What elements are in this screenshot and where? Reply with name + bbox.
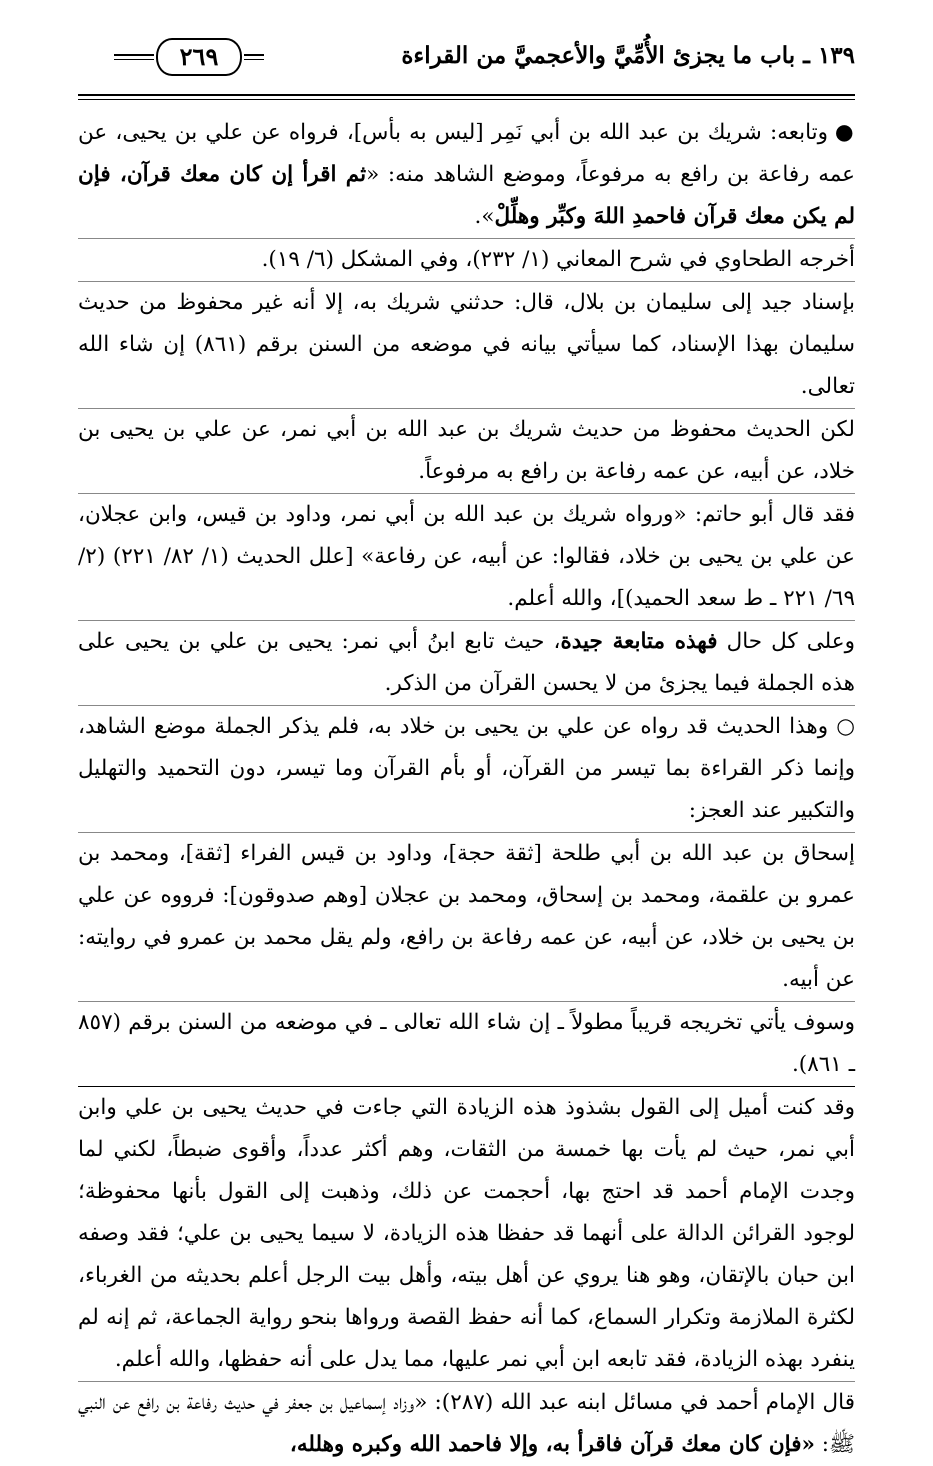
ornament-dash xyxy=(114,54,154,60)
paragraph-text: وعلى كل حال xyxy=(717,629,856,654)
quote-bold: ثم اقرأ إن كان معك قرآن، فإن لم يكن معك قرآن فاحمدِ اللهَ وكبِّر وهلِّلْ xyxy=(78,162,855,229)
paragraph-text: ». xyxy=(474,204,495,229)
paragraph: بإسناد جيد إلى سليمان بن بلال، قال: حدثني شريك به، إلا أنه غير محفوظ من حديث سليمان بهذا الإسناد، كما سيأتي بيانه في موضعه من السنن برقم (٨٦١) إن شاء الله تعالى. xyxy=(78,281,855,408)
paragraph: وقد كنت أميل إلى القول بشذوذ هذه الزيادة التي جاءت في حديث يحيى بن علي وابن أبي نمر، حيث لم يأت بها خمسة من الثقات، وهم أكثر عدداً، وأقوى ضبطاً، لكني لما وجدت الإمام أحمد قد احتج بها، أحجمت عن ذلك، وذهبت إلى القول بأنها محفوظة؛ لوجود القرائن الدالة على أنهما قد حفظا هذه الزيادة، لا سيما يحيى بن علي؛ فقد وصفه ابن حبان بالإتقان، وهو هنا يروي عن أهل بيته، وأهل بيت الرجل أعلم بحديثه من الغرباء، لكثرة الملازمة وتكرار السماع، كما أنه حفظ القصة ورواها بنحو رواية الجماعة، ثم إنه لم ينفرد بهذه الزيادة، فقد تابعه ابن أبي نمر عليها، مما يدل على أنه حفظها، والله أعلم. xyxy=(78,1086,855,1381)
paragraph-text: ، حيث تابع ابنُ أبي نمر: يحيى بن علي بن يحيى على هذه الجملة فيما يجزئ من لا يحسن القرآن من الذكر. xyxy=(78,629,855,696)
ornament-dash xyxy=(244,54,264,60)
paragraph-text: قال الإمام أحمد في مسائل ابنه عبد الله (٢٨٧): «وزاد إسماعيل بن جعفر في حديث رفاعة بن رافع عن النبي ﷺ: xyxy=(78,1390,855,1457)
chapter-title: ١٣٩ ـ باب ما يجزئ الأُمِّيَّ والأعجميَّ من القراءة xyxy=(401,42,855,69)
paragraph: أخرجه الطحاوي في شرح المعاني (١/ ٢٣٢)، وفي المشكل (٦/ ١٩). xyxy=(78,238,855,281)
paragraph xyxy=(78,112,855,238)
page-number: ٢٦٩ xyxy=(156,38,242,76)
paragraph: لكن الحديث محفوظ من حديث شريك بن عبد الله بن أبي نمر، عن علي بن يحيى بن خلاد، عن أبيه، عن عمه رفاعة بن رافع به مرفوعاً. xyxy=(78,408,855,493)
paragraph: إسحاق بن عبد الله بن أبي طلحة [ثقة حجة]، وداود بن قيس الفراء [ثقة]، ومحمد بن عمرو بن علقمة، ومحمد بن إسحاق، ومحمد بن عجلان [وهم صدوقون]: فرووه عن علي بن يحيى بن خلاد، عن أبيه، عن عمه رفاعة بن رافع، ولم يقل محمد بن عمرو في روايته: عن أبيه. xyxy=(78,832,855,1001)
paragraph: وسوف يأتي تخريجه قريباً مطولاً ـ إن شاء الله تعالى ـ في موضعه من السنن برقم (٨٥٧ ـ ٨٦١). xyxy=(78,1001,855,1086)
paragraph: فقد قال أبو حاتم: «ورواه شريك بن عبد الله بن أبي نمر، وداود بن قيس، وابن عجلان، عن علي بن يحيى بن خلاد، فقالوا: عن أبيه، عن رفاعة» [علل الحديث (١/ ٨٢/ ٢٢١) (٢/ ٦٩/ ٢٢١ ـ ط سعد الحميد)]، والله أعلم. xyxy=(78,493,855,620)
paragraph xyxy=(78,1381,855,1466)
paragraph-text: وتابعه: شريك بن عبد الله بن أبي نَمِر [ليس به بأس]، فرواه عن علي بن يحيى، عن عمه رفاعة بن رافع به مرفوعاً، وموضع الشاهد منه: « xyxy=(78,120,855,187)
body-text xyxy=(78,112,855,1466)
emphasis-bold: فهذه متابعة جيدة xyxy=(560,629,718,654)
paragraph xyxy=(78,620,855,705)
bullet-marker: ● xyxy=(834,120,855,145)
page-number-frame xyxy=(114,38,264,76)
paragraph: ○ وهذا الحديث قد رواه عن علي بن يحيى بن خلاد به، فلم يذكر الجملة موضع الشاهد، وإنما ذكر القراءة بما تيسر من القرآن، أو بأم القرآن وما تيسر، دون التحميد والتهليل والتكبير عند العجز: xyxy=(78,705,855,832)
page-header xyxy=(78,34,855,104)
header-rule xyxy=(78,94,855,100)
quote-bold: «فإن كان معك قرآن فاقرأ به، وإلا فاحمد الله وكبره وهلله، xyxy=(289,1432,815,1457)
